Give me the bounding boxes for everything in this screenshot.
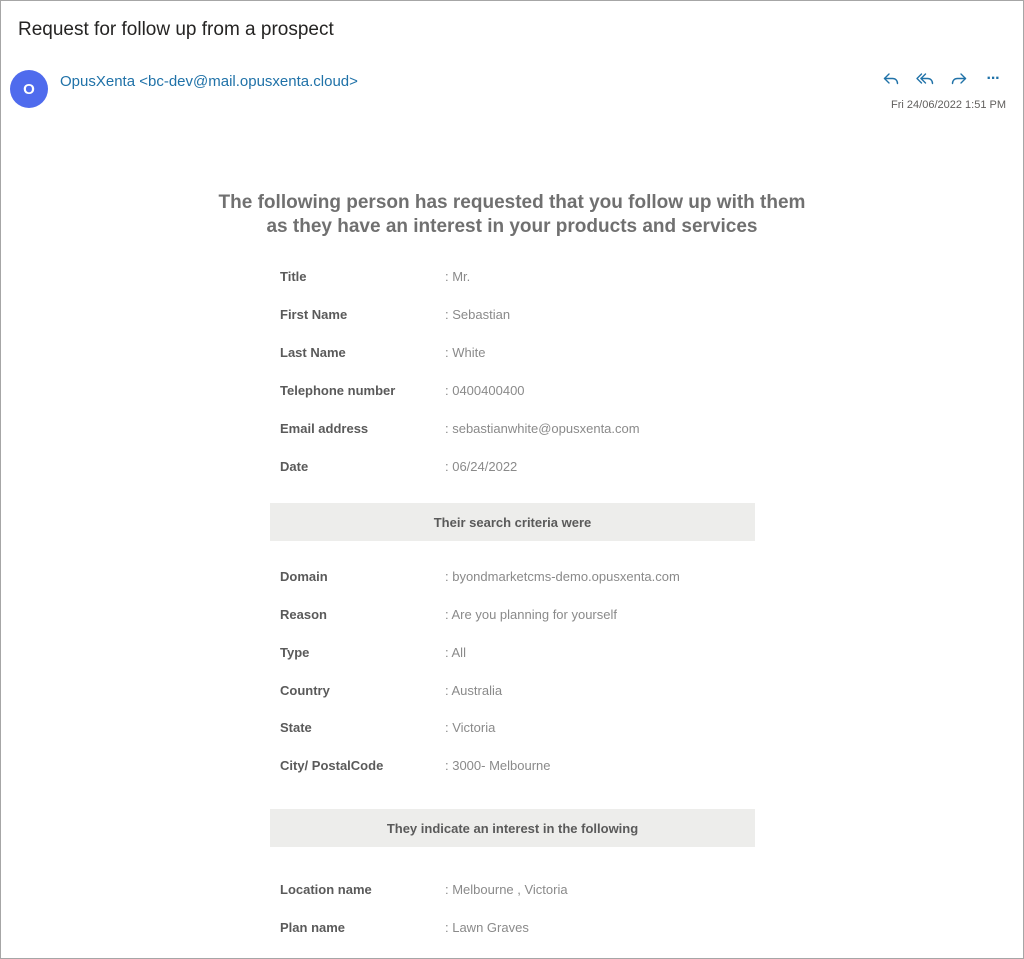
forward-button[interactable]: [945, 67, 973, 91]
detail-label: Plan name: [280, 920, 346, 935]
detail-value: : Sebastian: [445, 307, 511, 322]
detail-label: City/ PostalCode: [280, 758, 384, 773]
more-options-button[interactable]: [979, 67, 1007, 91]
detail-value: : All: [445, 645, 466, 660]
email-subject: Request for follow up from a prospect: [18, 19, 334, 40]
received-date: Fri 24/06/2022 1:51 PM: [891, 99, 1006, 111]
detail-label: Country: [280, 683, 330, 698]
detail-value: : Victoria: [445, 720, 496, 735]
detail-value: : byondmarketcms-demo.opusxenta.com: [445, 569, 680, 584]
detail-label: Location name: [280, 882, 372, 897]
body-heading-line-1: The following person has requested that you follow up with them: [218, 192, 806, 213]
detail-value: : Melbourne , Victoria: [445, 882, 568, 897]
detail-value: : Mr.: [445, 269, 471, 284]
detail-label: Reason: [280, 607, 327, 622]
detail-label: Title: [280, 269, 307, 284]
detail-label: Last Name: [280, 345, 346, 360]
detail-value: : Lawn Graves: [445, 920, 529, 935]
detail-label: Email address: [280, 421, 369, 436]
detail-label: Domain: [280, 569, 328, 584]
reply-icon: [881, 69, 901, 89]
sender-name[interactable]: OpusXenta <bc-dev@mail.opusxenta.cloud>: [60, 73, 358, 90]
reply-button[interactable]: [877, 67, 905, 91]
body-heading: [201, 191, 823, 239]
detail-label: Date: [280, 459, 309, 474]
search-criteria-header: Their search criteria were: [270, 503, 755, 541]
detail-value: : sebastianwhite@opusxenta.com: [445, 421, 640, 436]
detail-label: Telephone number: [280, 383, 396, 398]
body-heading-line-2: as they have an interest in your products and services: [266, 216, 758, 237]
detail-label: Type: [280, 645, 310, 660]
detail-label: State: [280, 720, 312, 735]
reply-all-icon: [915, 69, 935, 89]
detail-value: : 06/24/2022: [445, 459, 518, 474]
detail-value: : White: [445, 345, 486, 360]
sender-avatar[interactable]: O: [10, 70, 48, 108]
more-options-icon: ···: [986, 70, 1000, 87]
forward-icon: [949, 69, 969, 89]
message-actions: [877, 67, 1007, 91]
detail-value: : 3000- Melbourne: [445, 758, 551, 773]
detail-label: First Name: [280, 307, 348, 322]
interest-header: They indicate an interest in the following: [270, 809, 755, 847]
detail-value: : 0400400400: [445, 383, 525, 398]
detail-value: : Are you planning for yourself: [445, 607, 617, 622]
detail-value: : Australia: [445, 683, 503, 698]
reply-all-button[interactable]: [911, 67, 939, 91]
